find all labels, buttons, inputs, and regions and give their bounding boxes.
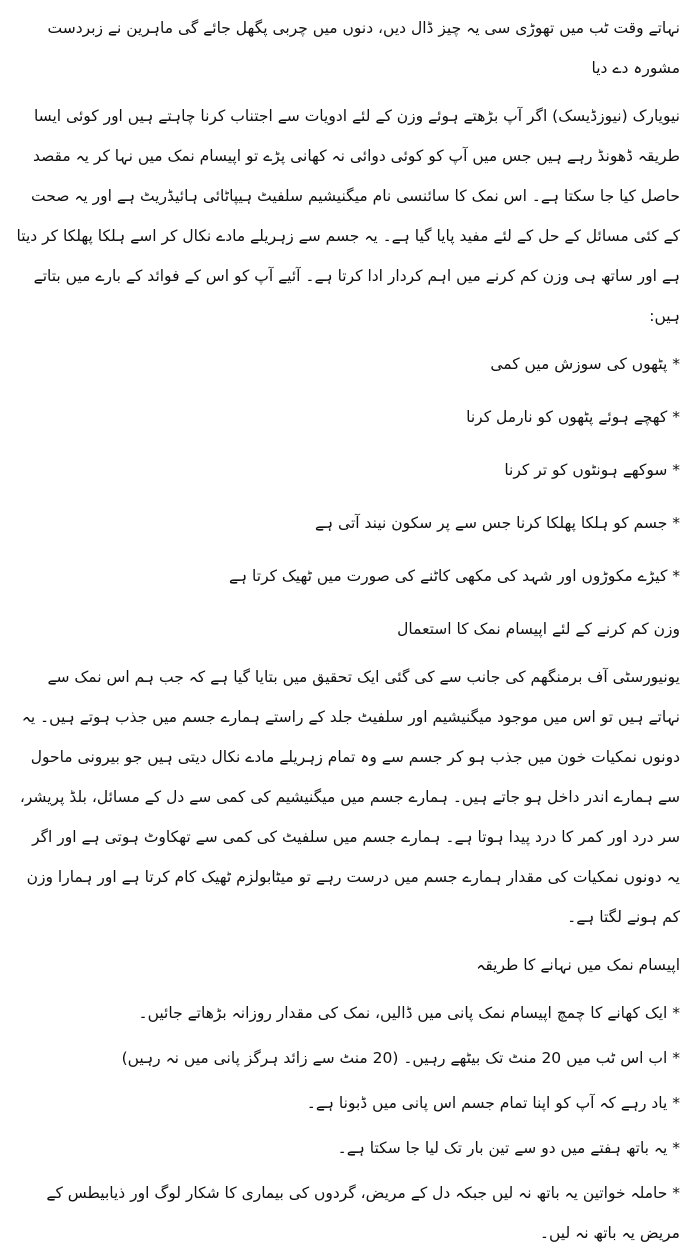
benefit-item: * پٹھوں کی سوزش میں کمی [490, 355, 680, 373]
benefit-item: * کھچے ہوئے پٹھوں کو نارمل کرنا [466, 408, 680, 426]
method-step: * ایک کھانے کا چمچ اپیسام نمک پانی میں ڈالیں، نمک کی مقدار روزانہ بڑھاتے جائیں۔ [138, 1004, 680, 1022]
intro-paragraph: نیویارک (نیوزڈیسک) اگر آپ بڑھتے ہوئے وزن کے لئے ادویات سے اجتناب کرنا چاہتے ہیں اور کوئی ایسا طریقہ ڈھونڈ رہے ہیں جس میں آپ کو کوئی دوائی نہ کھانی پڑے تو اپیسام نمک میں نہا کر یہ مقصد حاصل کیا جا سکتا ہے۔ اس نمک کا سائنسی نام میگنیشیم سلفیٹ ہیپاٹائی ہائیڈریٹ ہے اور یہ صحت کے کئی مسائل کے حل کے لئے مفید پایا گیا ہے۔ یہ جسم سے زہریلے مادے نکال کر اسے ہلکا پھلکا کر دیتا ہے اور ساتھ ہی وزن کم کرنے میں اہم کردار ادا کرتا ہے۔ آئیے آپ کو اس کے فوائد کے بارے میں بتاتے ہیں: [16, 107, 680, 325]
weight-loss-heading: وزن کم کرنے کے لئے اپیسام نمک کا استعمال [397, 620, 680, 638]
method-steps-list [14, 993, 680, 1258]
headline: نہاتے وقت ٹب میں تھوڑی سی یہ چیز ڈال دیں، دنوں میں چربی پگھل جائے گی ماہرین نے زبردست مشورہ دے دیا [47, 19, 680, 77]
bath-method-heading: اپیسام نمک میں نہانے کا طریقہ [476, 956, 680, 974]
article [14, 8, 680, 1258]
weight-loss-paragraph: یونیورسٹی آف برمنگھم کی جانب سے کی گئی ایک تحقیق میں بتایا گیا ہے کہ جب ہم اس نمک سے نہاتے ہیں تو اس میں موجود میگنیشیم اور سلفیٹ جلد کے راستے ہمارے جسم میں جذب ہوتے ہیں۔ یہ دونوں نمکیات خون میں جذب ہو کر جسم سے وہ تمام زہریلے مادے نکال دیتی ہیں جو بیرونی ماحول سے ہمارے اندر داخل ہو جاتے ہیں۔ ہمارے جسم میں میگنیشیم کی کمی سے دل کے مسائل، بلڈ پریشر، سر درد اور کمر کا درد پیدا ہوتا ہے۔ ہمارے جسم میں سلفیٹ کی کمی سے تھکاوٹ ہوتی ہے اور اگر یہ دونوں نمکیات کی مقدار ہمارے جسم میں درست رہے تو میٹابولزم ٹھیک کام کرتا ہے اور ہمارا وزن کم ہونے لگتا ہے۔ [19, 668, 680, 926]
method-step: * یاد رہے کہ آپ کو اپنا تمام جسم اس پانی میں ڈبونا ہے۔ [306, 1094, 680, 1112]
benefit-item: * کیڑے مکوڑوں اور شہد کی مکھی کاٹنے کی صورت میں ٹھیک کرتا ہے [228, 567, 680, 585]
method-step: * حاملہ خواتین یہ باتھ نہ لیں جبکہ دل کے مریض، گردوں کی بیماری کا شکار لوگ اور ذیابیطس کے مریض یہ باتھ نہ لیں۔ [46, 1184, 680, 1242]
benefit-item: * جسم کو ہلکا پھلکا کرنا جس سے پر سکون نیند آتی ہے [314, 514, 680, 532]
benefits-list [14, 344, 680, 609]
method-step: * اب اس ٹب میں 20 منٹ تک بیٹھے رہیں۔ (20 منٹ سے زائد ہرگز پانی میں نہ رہیں) [121, 1049, 680, 1067]
benefit-item: * سوکھے ہونٹوں کو تر کرنا [504, 461, 680, 479]
method-step: * یہ باتھ ہفتے میں دو سے تین بار تک لیا جا سکتا ہے۔ [337, 1139, 680, 1157]
